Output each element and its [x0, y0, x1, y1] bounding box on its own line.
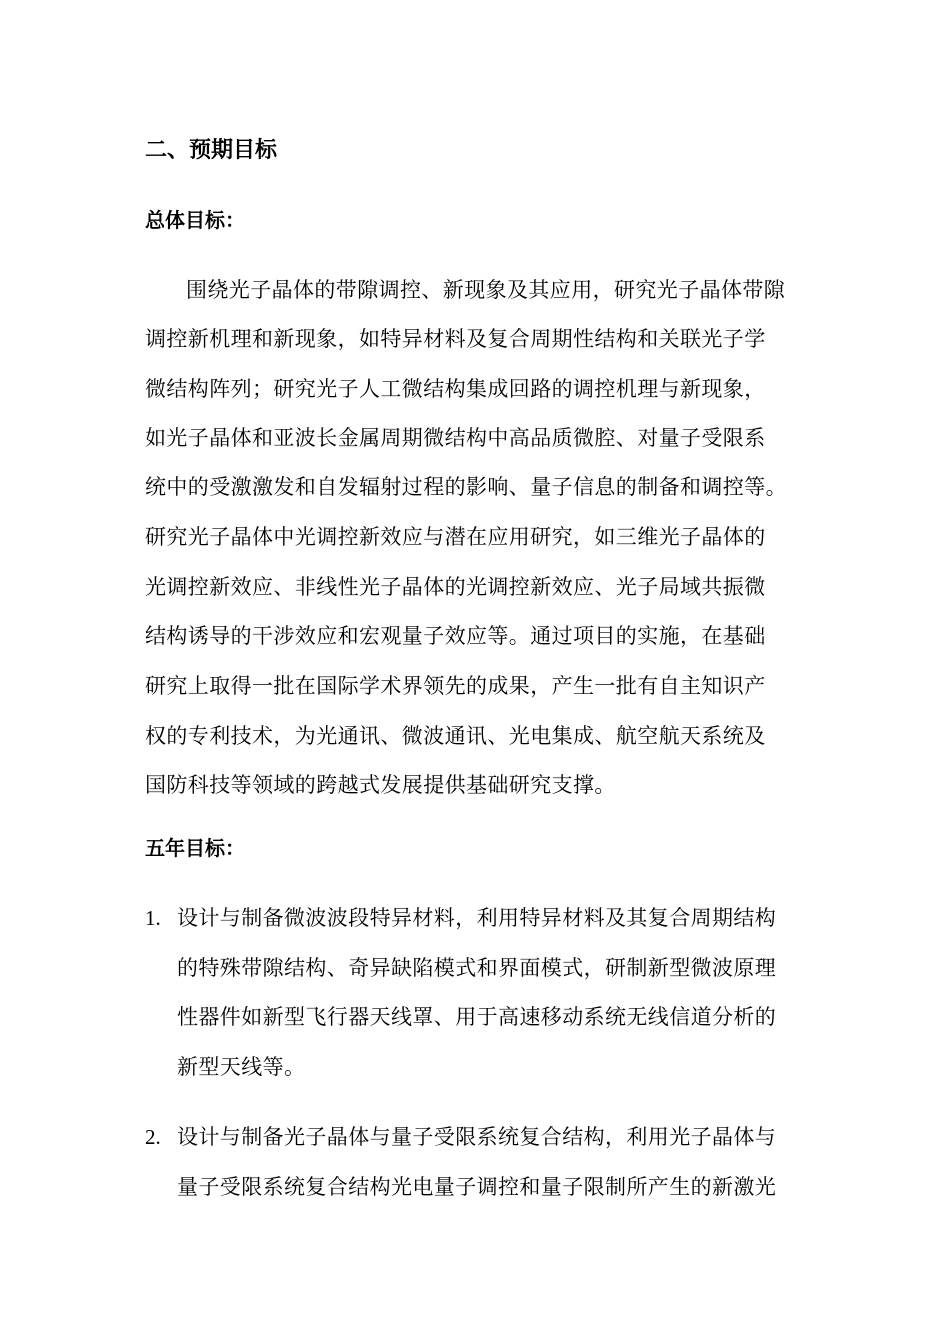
list-item-line: 新型天线等。	[177, 1055, 306, 1079]
paragraph-line: 结构诱导的干涉效应和宏观量子效应等。通过项目的实施，在基础	[145, 624, 766, 648]
list-item-line: 设计与制备微波波段特异材料，利用特异材料及其复合周期结构	[177, 906, 777, 930]
paragraph-line: 围绕光子晶体的带隙调控、新现象及其应用，研究光子晶体带隙	[186, 278, 786, 302]
paragraph-line: 研究上取得一批在国际学术界领先的成果，产生一批有自主知识产	[145, 674, 766, 698]
paragraph-line: 光调控新效应、非线性光子晶体的光调控新效应、光子局域共振微	[145, 575, 766, 599]
list-item-number: 1.	[145, 906, 161, 930]
list-item-number: 2.	[145, 1125, 161, 1149]
paragraph-line: 微结构阵列；研究光子人工微结构集成回路的调控机理与新现象，	[145, 377, 766, 401]
paragraph-line: 如光子晶体和亚波长金属周期微结构中高品质微腔、对量子受限系	[145, 426, 766, 450]
overall-goal-heading: 总体目标：	[145, 208, 245, 232]
list-item-line: 性器件如新型飞行器天线罩、用于高速移动系统无线信道分析的	[177, 1005, 777, 1029]
paragraph-line: 国防科技等领域的跨越式发展提供基础研究支撑。	[145, 773, 616, 797]
paragraph-line: 权的专利技术，为光通讯、微波通讯、光电集成、航空航天系统及	[145, 724, 766, 748]
section-title: 二、预期目标	[145, 138, 278, 163]
list-item-line: 的特殊带隙结构、奇异缺陷模式和界面模式，研制新型微波原理	[177, 956, 777, 980]
paragraph-line: 统中的受激激发和自发辐射过程的影响、量子信息的制备和调控等。	[145, 475, 787, 499]
list-item-line: 量子受限系统复合结构光电量子调控和量子限制所产生的新激光	[177, 1175, 777, 1199]
five-year-goal-heading: 五年目标：	[145, 836, 245, 860]
paragraph-line: 研究光子晶体中光调控新效应与潜在应用研究，如三维光子晶体的	[145, 525, 766, 549]
list-item-line: 设计与制备光子晶体与量子受限系统复合结构，利用光子晶体与	[177, 1125, 777, 1149]
paragraph-line: 调控新机理和新现象，如特异材料及复合周期性结构和关联光子学	[145, 327, 766, 351]
